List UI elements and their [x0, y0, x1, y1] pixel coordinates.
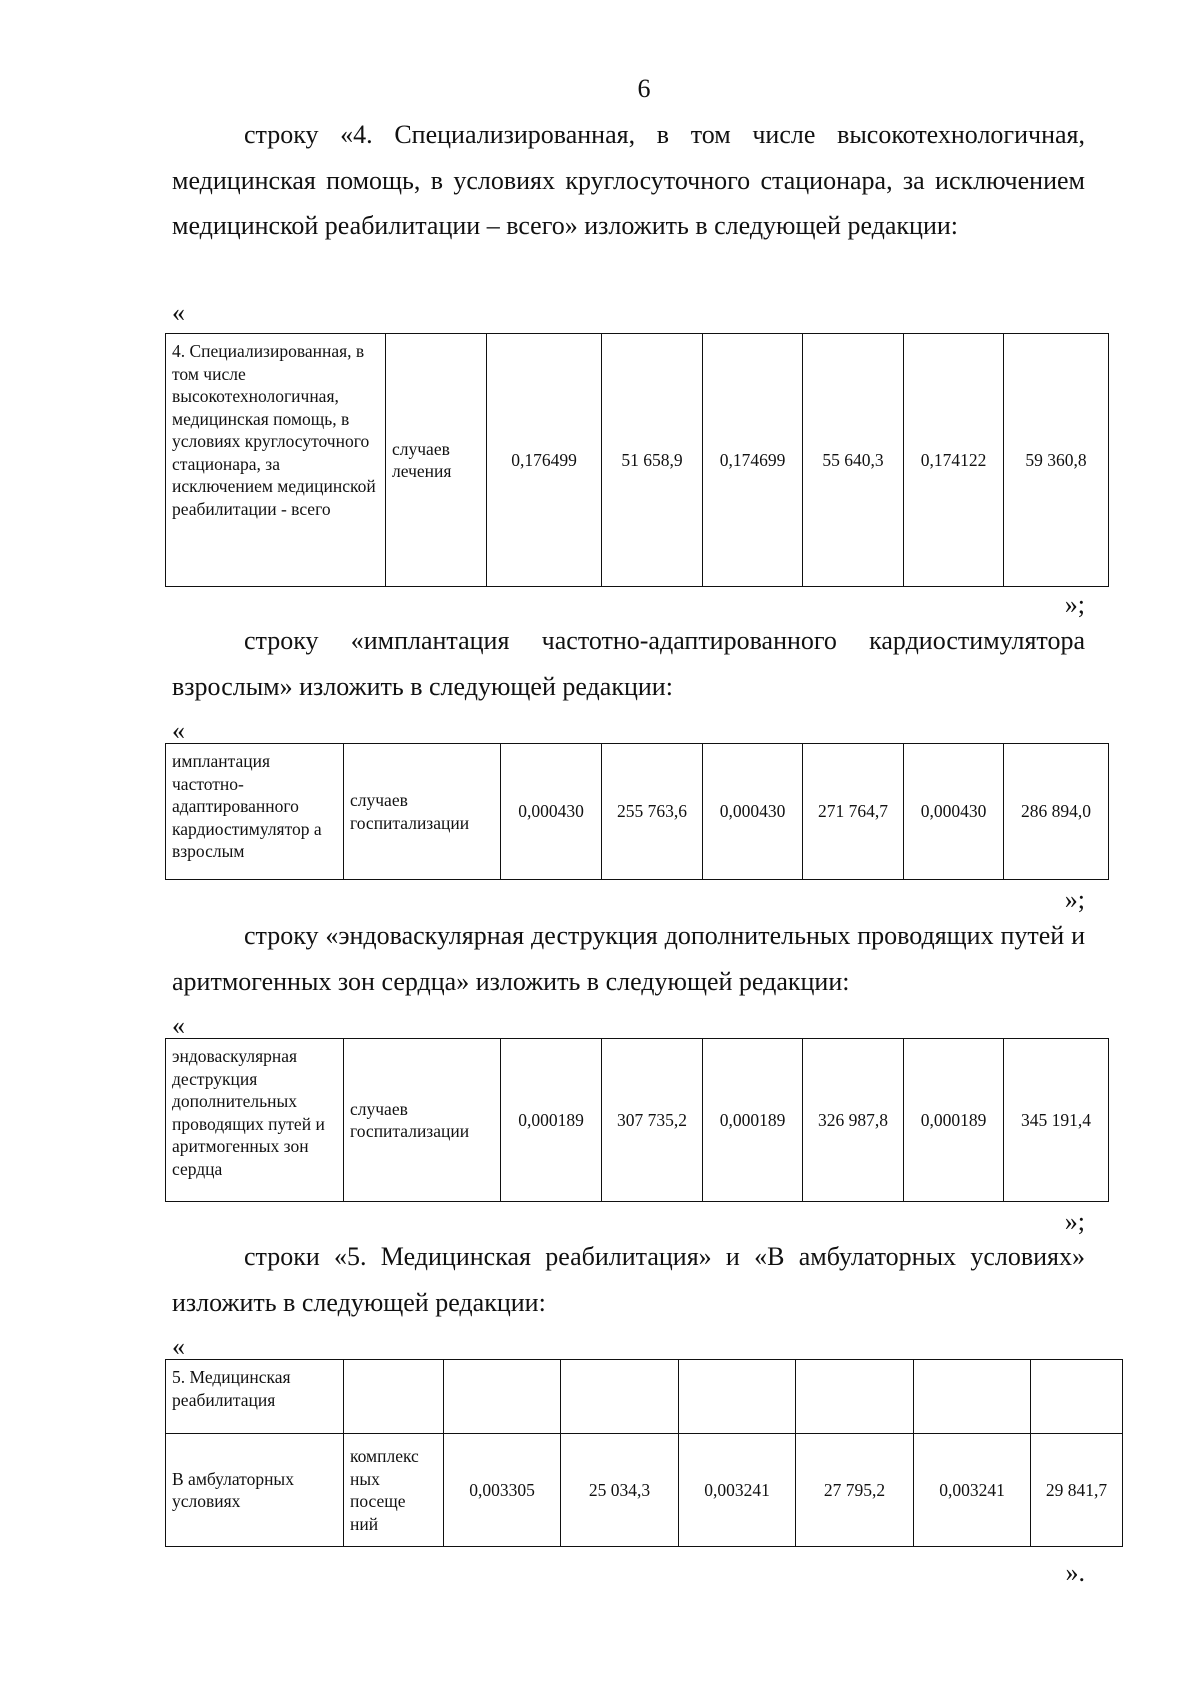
value-cell: 55 640,3 — [803, 334, 904, 587]
value-cell: 51 658,9 — [602, 334, 703, 587]
page-number: 6 — [637, 74, 651, 103]
value-cell: 326 987,8 — [803, 1039, 904, 1202]
section-1-intro: строку «4. Специализированная, в том числе высокотехнологичная, медицинская помощь, в условиях круглосуточного стационара, за исключением медицинской реабилитации – всего» изложить в следующей редакции: — [172, 120, 1085, 240]
empty-cell — [679, 1360, 796, 1434]
section-1-open-quote: « — [172, 298, 185, 327]
table-row — [166, 744, 1109, 880]
value-cell: 25 034,3 — [561, 1434, 679, 1547]
section-3-open-quote: « — [172, 1011, 185, 1040]
section-4-close-quote: ». — [1065, 1558, 1085, 1587]
empty-cell — [444, 1360, 561, 1434]
section-3-intro: строку «эндоваскулярная деструкция дополнительных проводящих путей и аритмогенных зон сердца» изложить в следующей редакции: — [172, 921, 1085, 996]
row-name: эндоваскулярная деструкция дополнительных проводящих путей и аритмогенных зон сердца — [166, 1039, 344, 1202]
row-unit: случаев госпитализации — [344, 744, 501, 880]
empty-cell — [561, 1360, 679, 1434]
value-cell: 0,176499 — [487, 334, 602, 587]
section-2-table — [165, 743, 1109, 880]
section-4-intro: строки «5. Медицинская реабилитация» и «В амбулаторных условиях» изложить в следующей редакции: — [172, 1242, 1085, 1317]
section-2-intro: строку «имплантация частотно-адаптированного кардиостимулятора взрослым» изложить в следующей редакции: — [172, 626, 1085, 701]
table-row — [166, 1039, 1109, 1202]
value-cell: 0,174122 — [904, 334, 1004, 587]
section-2-close-quote: »; — [1064, 885, 1085, 914]
value-cell: 0,003305 — [444, 1434, 561, 1547]
section-4-open-quote: « — [172, 1332, 185, 1361]
value-cell: 286 894,0 — [1004, 744, 1109, 880]
row-unit: случаев лечения — [386, 334, 487, 587]
empty-cell — [914, 1360, 1031, 1434]
value-cell: 0,000189 — [501, 1039, 602, 1202]
row-name: В амбулаторных условиях — [166, 1434, 344, 1547]
value-cell: 27 795,2 — [796, 1434, 914, 1547]
section-3-table — [165, 1038, 1109, 1202]
empty-cell — [796, 1360, 914, 1434]
section-1-table — [165, 333, 1109, 587]
value-cell: 0,000189 — [703, 1039, 803, 1202]
value-cell: 0,000430 — [703, 744, 803, 880]
table-row — [166, 1434, 1123, 1547]
section-3-close-quote: »; — [1064, 1207, 1085, 1236]
value-cell: 59 360,8 — [1004, 334, 1109, 587]
value-cell: 255 763,6 — [602, 744, 703, 880]
row-unit: случаев госпитализации — [344, 1039, 501, 1202]
section-2-open-quote: « — [172, 716, 185, 745]
value-cell: 0,000189 — [904, 1039, 1004, 1202]
empty-cell — [1031, 1360, 1123, 1434]
value-cell: 0,003241 — [679, 1434, 796, 1547]
row-name: 4. Специализированная, в том числе высокотехнологичная, медицинская помощь, в условиях круглосуточного стационара, за исключением медицинской реабилитации - всего — [166, 334, 386, 587]
table-row — [166, 334, 1109, 587]
row-name: имплантация частотно-адаптированного кардиостимулятор а взрослым — [166, 744, 344, 880]
value-cell: 0,000430 — [501, 744, 602, 880]
value-cell: 29 841,7 — [1031, 1434, 1123, 1547]
table-row — [166, 1360, 1123, 1434]
section-4-table — [165, 1359, 1123, 1547]
section-1-close-quote: »; — [1064, 590, 1085, 619]
value-cell: 0,003241 — [914, 1434, 1031, 1547]
value-cell: 0,000430 — [904, 744, 1004, 880]
empty-cell — [344, 1360, 444, 1434]
value-cell: 307 735,2 — [602, 1039, 703, 1202]
value-cell: 345 191,4 — [1004, 1039, 1109, 1202]
row-unit: комплекс ных посеще ний — [344, 1434, 444, 1547]
row-name: 5. Медицинская реабилитация — [166, 1360, 344, 1434]
value-cell: 0,174699 — [703, 334, 803, 587]
value-cell: 271 764,7 — [803, 744, 904, 880]
